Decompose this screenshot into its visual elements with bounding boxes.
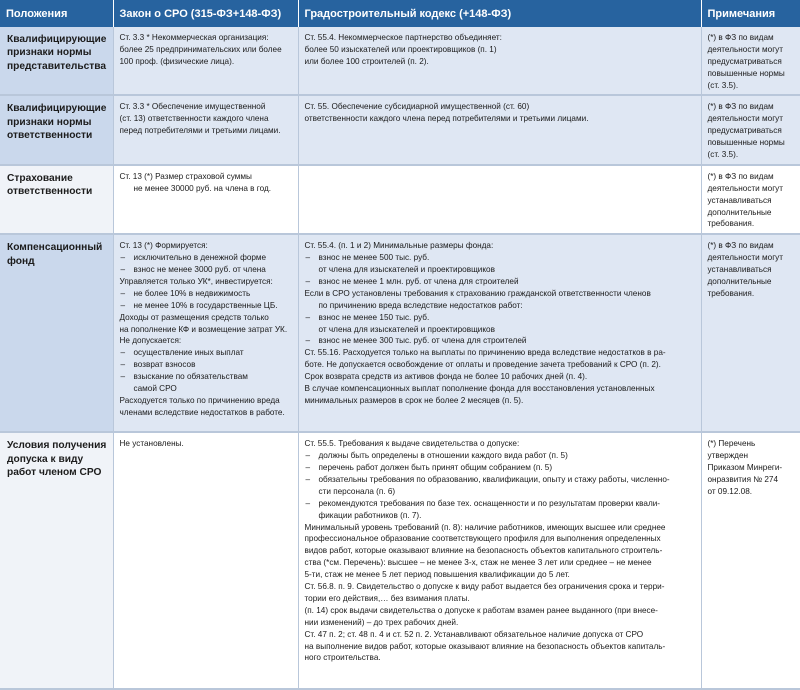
urban-code-cell	[298, 165, 701, 234]
urban-code-cell	[298, 95, 701, 164]
text-line: не менее 30000 руб. на члена в год.	[133, 183, 272, 193]
row-heading: Условия получения допуска к виду работ членом СРО	[0, 432, 113, 689]
bullet-line: – перечень работ должен быть принят общим собранием (п. 5)	[305, 462, 697, 474]
text-line: Ст. 55.4. Некоммерческое партнерство объединяет:	[304, 33, 502, 42]
text-line: (*) в ФЗ по видам	[707, 102, 774, 112]
text-line: (*) в ФЗ по видам	[707, 171, 774, 181]
text-line: 100 проф. (физические лица).	[119, 56, 235, 66]
bullet-line: – взнос не менее 500 тыс. руб.	[305, 252, 697, 264]
text-line: Доходы от размещения средств только	[119, 312, 269, 322]
bullet-line: – взнос не менее 300 тыс. руб. от члена для строителей	[305, 335, 697, 347]
text-line: повышенные нормы	[707, 68, 785, 78]
text-line: Приказом Минреги-	[707, 463, 783, 473]
urban-code-cell	[298, 432, 701, 689]
note-cell	[701, 165, 800, 234]
bullet-line: – взнос не менее 150 тыс. руб.	[305, 312, 697, 324]
text-line: на пополнение КФ и возмещение затрат УК.	[119, 324, 288, 334]
text-line: дополнительные	[707, 207, 772, 217]
text-line: Не установлены.	[119, 439, 184, 449]
row-heading: Квалифицирующие признаки нормы представительства	[0, 27, 113, 95]
row-heading: Квалифицирующие признаки нормы ответственности	[0, 95, 113, 164]
text-line: Ст. 13 (*) Размер страховой суммы	[119, 171, 252, 181]
text-line: В случае компенсационных выплат пополнение фонда для восстановления установленных	[304, 384, 655, 394]
urban-code-cell	[298, 234, 701, 432]
header-sro-law: Закон о СРО (315-ФЗ+148-ФЗ)	[113, 0, 298, 27]
sro-law-cell	[113, 432, 298, 689]
bullet-line: – не менее 10% в государственные ЦБ.	[120, 300, 294, 312]
note-cell	[701, 234, 800, 432]
text-line: более 25 предпринимательских или более	[119, 44, 282, 54]
bullet-line: – взнос не менее 3000 руб. от члена	[120, 264, 294, 276]
bullet-line: – взнос не менее 1 млн. руб. от члена для строителей	[305, 276, 697, 288]
bullet-line: – не более 10% в недвижимость	[120, 288, 294, 300]
table-row-compensation-fund	[0, 234, 800, 432]
table-row-work-permit-conditions	[0, 432, 800, 689]
sro-law-cell	[113, 27, 298, 95]
bullet-line: – должны быть определены в отношении каждого вида работ (п. 5)	[305, 450, 697, 462]
text-line: деятельности могут	[707, 253, 784, 263]
header-notes: Примечания	[701, 0, 800, 27]
header-row	[0, 0, 800, 27]
text-line: от члена для изыскателей и проектировщиков	[318, 265, 495, 275]
text-line: Расходуется только по причинению вреда	[119, 395, 280, 405]
text-line: профессиональное образование соответствующего профиля для выполнения определенных	[304, 534, 661, 544]
text-line: Ст. 55.16. Расходуется только на выплаты по причинению вреда вследствие недостатков в ра-	[304, 348, 666, 358]
text-line: требования.	[707, 219, 755, 229]
row-heading: Компенсационный фонд	[0, 234, 113, 432]
text-line: (п. 14) срок выдачи свидетельства о допуске к работам взамен ранее выданного (при внесе-	[304, 605, 658, 615]
urban-code-cell	[298, 27, 701, 95]
text-line: предусматриваться	[707, 56, 782, 66]
text-line: Если в СРО установлены требования к страхованию гражданской ответственности членов	[304, 288, 651, 298]
text-line: самой СРО	[133, 384, 177, 394]
text-line: повышенные нормы	[707, 138, 785, 148]
text-line: по причинению вреда вследствие недостатков работ:	[318, 300, 523, 310]
text-line: (ст. 3.5).	[707, 150, 739, 160]
text-line: (*) Перечень	[707, 439, 756, 449]
sro-law-cell	[113, 234, 298, 432]
text-line: или более 100 строителей (п. 2).	[304, 56, 429, 66]
text-line: от члена для изыскателей и проектировщиков	[318, 324, 495, 334]
text-line: более 50 изыскателей или проектировщиков (п. 1)	[304, 44, 497, 54]
bullet-line: – возврат взносов	[120, 359, 294, 371]
text-line: Ст. 55.4. (п. 1 и 2) Минимальные размеры фонда:	[304, 241, 494, 251]
bullet-line: – рекомендуются требования по базе тех. оснащенности и по результатам проверки квали-	[305, 498, 697, 510]
bullet-line: – осуществление иных выплат	[120, 347, 294, 359]
text-line: ответственности каждого члена перед потребителями и третьими лицами.	[304, 114, 589, 124]
text-line: ного строительства.	[304, 653, 381, 663]
text-line: Ст. 47 п. 2; ст. 48 п. 4 и ст. 52 п. 2. Устанавливают обязательное наличие допуска от СРО	[304, 629, 644, 639]
text-line: Управляется только УК*, инвестируется:	[119, 277, 273, 287]
text-line: тории его действия,… без взимания платы.	[304, 593, 470, 603]
text-line: (ст. 13) ответственности каждого члена	[119, 114, 269, 124]
text-line: Не допускается:	[119, 336, 182, 346]
text-line: ства (*см. Перечень): высшее – не менее 3-х, стаж не менее 3 лет или среднее – не менее	[304, 558, 652, 568]
header-provisions: Положения	[0, 0, 113, 27]
text-line: перед потребителями и третьими лицами.	[119, 126, 281, 136]
text-line: (ст. 3.5).	[707, 80, 739, 90]
bullet-line: – исключительно в денежной форме	[120, 252, 294, 264]
text-line: онразвития № 274	[707, 475, 779, 485]
text-line: 5-ти, стаж не менее 5 лет период повышения квалификации до 5 лет.	[304, 570, 570, 580]
table-body	[0, 27, 800, 689]
text-line: утвержден	[707, 451, 749, 461]
bullet-line: – взыскание по обязательствам	[120, 371, 294, 383]
text-line: устанавливаться	[707, 265, 772, 275]
text-line: Ст. 56.8. п. 9. Свидетельство о допуске к виду работ выдается без ограничения срока и терри-	[304, 582, 665, 592]
sro-law-cell	[113, 165, 298, 234]
row-heading: Страхование ответственности	[0, 165, 113, 234]
text-line: нии изменений) – до трех рабочих дней.	[304, 617, 459, 627]
text-line: видов работ, которые оказывают влияние на безопасность объектов капитального строитель-	[304, 546, 663, 556]
text-line: (*) в ФЗ по видам	[707, 241, 774, 251]
text-line: Минимальный уровень требований (п. 8): наличие работников, имеющих высшее или среднее	[304, 522, 666, 532]
header-urban-code: Градостроительный кодекс (+148-ФЗ)	[298, 0, 701, 27]
text-line: деятельности могут	[707, 183, 784, 193]
table-row-representation-norm	[0, 27, 800, 95]
text-line: (*) в ФЗ по видам	[707, 33, 774, 42]
text-line: деятельности могут	[707, 44, 784, 54]
text-line: минимальных размеров в срок не более 2 месяцев (п. 5).	[304, 395, 524, 405]
text-line: требования.	[707, 288, 755, 298]
text-line: Ст. 3.3 * Обеспечение имущественной	[119, 102, 266, 112]
text-line: фикации работников (п. 7).	[318, 510, 422, 520]
text-line: на выполнение видов работ, которые оказывают влияние на безопасность объектов капиталь-	[304, 641, 666, 651]
text-line: членами вследствие недостатков в работе.	[119, 407, 285, 417]
text-line: Ст. 55. Обеспечение субсидиарной имущественной (ст. 60)	[304, 102, 530, 112]
text-line: Ст. 55.5. Требования к выдаче свидетельства о допуске:	[304, 439, 520, 449]
text-line: Ст. 13 (*) Формируется:	[119, 241, 208, 251]
sro-law-cell	[113, 95, 298, 164]
bullet-line: – обязательны требования по образованию, квалификации, опыту и стажу работы, численно-	[305, 474, 697, 486]
table-row-liability-norm	[0, 95, 800, 164]
text-line: устанавливаться	[707, 195, 772, 205]
note-cell	[701, 95, 800, 164]
text-line: дополнительные	[707, 277, 772, 287]
text-line: сти персонала (п. 6)	[318, 486, 396, 496]
text-line: Ст. 3.3 * Некоммерческая организация:	[119, 33, 269, 42]
note-cell	[701, 27, 800, 95]
table-row-liability-insurance	[0, 165, 800, 234]
text-line: Срок возврата средств из активов фонда не более 10 рабочих дней (п. 4).	[304, 372, 588, 382]
text-line: от 09.12.08.	[707, 486, 753, 496]
note-cell	[701, 432, 800, 689]
text-line: предусматриваться	[707, 126, 782, 136]
text-line: деятельности могут	[707, 114, 784, 124]
text-line: боте. Не допускается освобождение от оплаты и проведение зачета требований к СРО (п. 2).	[304, 360, 661, 370]
